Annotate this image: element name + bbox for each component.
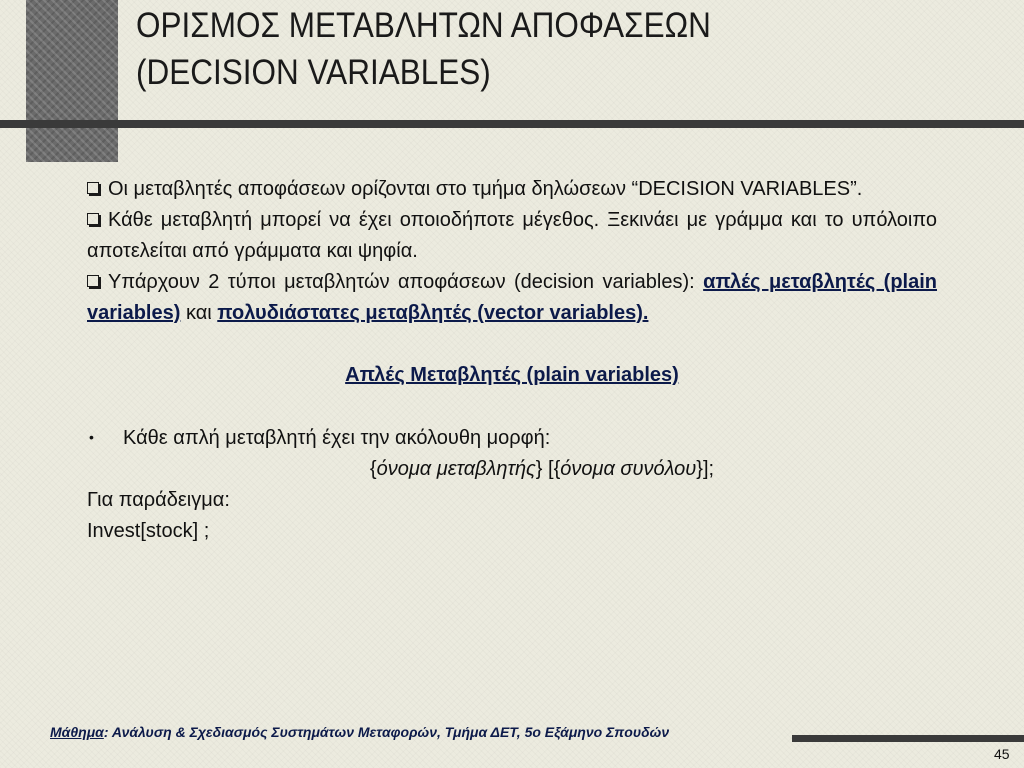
dot-bullet-item bbox=[87, 422, 937, 454]
bullet-text-3-prefix: Υπάρχουν 2 τύποι μεταβλητών αποφάσεων (decision variables): bbox=[108, 271, 704, 293]
footer-label: Μάθημα bbox=[50, 724, 104, 740]
checkbox-bullet-icon bbox=[87, 182, 99, 194]
example-code: Invest[stock] ; bbox=[87, 520, 210, 542]
dot-bullet-icon: • bbox=[89, 429, 94, 445]
bullet-item-2 bbox=[87, 205, 937, 267]
slide-title bbox=[136, 2, 910, 96]
syntax-variable-name: όνομα μεταβλητής bbox=[376, 458, 536, 480]
page-number: 45 bbox=[994, 746, 1010, 762]
syntax-set-name: όνομα συνόλου bbox=[560, 458, 697, 480]
bullet-item-3 bbox=[87, 267, 937, 329]
title-line-1: ΟΡΙΣΜΟΣ ΜΕΤΑΒΛΗΤΩΝ ΑΠΟΦΑΣΕΩΝ bbox=[136, 6, 711, 45]
example-label: Για παράδειγμα: bbox=[87, 489, 230, 511]
checkbox-bullet-icon bbox=[87, 275, 99, 287]
checkbox-bullet-icon bbox=[87, 213, 99, 225]
title-line-2: (DECISION VARIABLES) bbox=[136, 53, 491, 92]
footer-course-info bbox=[50, 722, 750, 743]
syntax-line bbox=[87, 454, 937, 485]
plain-variables-term: απλές μεταβλητές (plain variables) bbox=[87, 271, 937, 324]
decorative-corner-block bbox=[26, 0, 118, 162]
section-heading: Απλές Μεταβλητές (plain variables) bbox=[345, 364, 679, 386]
footer-divider bbox=[792, 735, 1024, 742]
syntax-middle: } [{ bbox=[535, 458, 561, 480]
bullet-text-3-and: και bbox=[180, 302, 218, 324]
bullet-text-2: Κάθε μεταβλητή μπορεί να έχει οποιοδήποτε μέγεθος. Ξεκινάει με γράμμα και το υπόλοιπο αποτελείται από γράμματα και ψηφία. bbox=[87, 209, 937, 262]
vector-variables-term: πολυδιάστατες μεταβλητές (vector variables). bbox=[217, 302, 649, 324]
bullet-text-1: Οι μεταβλητές αποφάσεων ορίζονται στο τμήμα δηλώσεων “DECISION VARIABLES”. bbox=[108, 178, 863, 200]
syntax-close: }]; bbox=[696, 458, 715, 480]
syntax-brace-open: { bbox=[369, 458, 377, 480]
dot-bullet-text: Κάθε απλή μεταβλητή έχει την ακόλουθη μορφή: bbox=[123, 427, 551, 449]
slide-body bbox=[87, 174, 937, 547]
footer-text: : Ανάλυση & Σχεδιασμός Συστημάτων Μεταφορών, Τμήμα ΔΕΤ, 5ο Εξάμηνο Σπουδών bbox=[103, 724, 670, 740]
bullet-item-1 bbox=[87, 174, 937, 205]
title-divider bbox=[0, 120, 1024, 128]
